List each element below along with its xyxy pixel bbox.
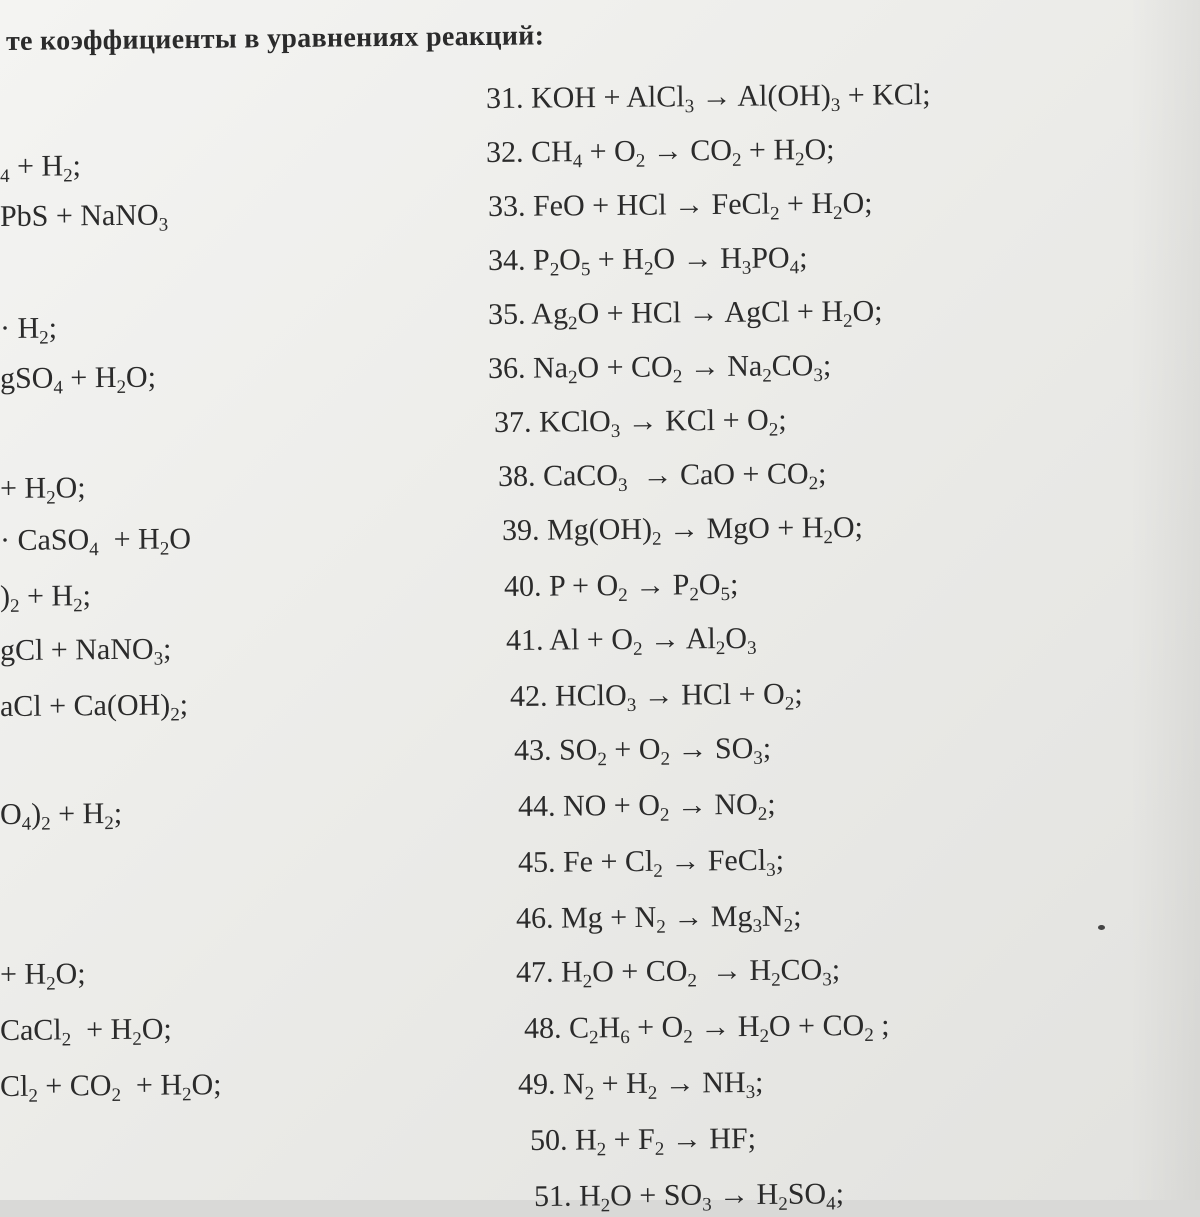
reaction-34: 34. $P_2O_5 + H_2O \to H_3PO_4$; <box>487 241 808 281</box>
reaction-38: 38. CaCO$_3$ → CaO + $CO_2$; <box>497 457 827 496</box>
left-fragment: $Cl_2 + CO_2 + H_2O$; <box>0 1068 222 1107</box>
reaction-46: 46. $Mg + N_2 \to Mg_3N_2$; <box>515 899 802 938</box>
left-fragment: + $H_2O$; <box>0 471 86 509</box>
reaction-37: 37. KClO$_3$ → KCl + $O_2$; <box>493 403 787 442</box>
reaction-33: 33. FeO + HCl → FeCl$_2$ + $H_2O$; <box>487 186 873 225</box>
left-fragment: CaCl$_2$ + $H_2O$; <box>0 1012 172 1051</box>
reaction-44: 44. NO + $O_2 \to NO_2$; <box>517 787 776 826</box>
reaction-43: 43. $SO_2 + O_2 \to SO_3$; <box>513 731 772 771</box>
left-fragment: )$_2 + H_2$; <box>0 579 92 617</box>
left-fragment: gCl + NaNO$_3$; <box>0 632 172 670</box>
page-heading: те коэффициенты в уравнениях реакций: <box>5 20 545 57</box>
reaction-41: 41. $Al + O_2 \to Al_2O_3$ <box>505 621 757 660</box>
left-fragment: $gSO_4 + H_2O$; <box>0 360 157 399</box>
reaction-50: 50. $H_2 + F_2$ → HF; <box>529 1122 757 1161</box>
left-fragment: $O_4)_2 + H_2$; <box>0 796 123 835</box>
reaction-40: 40. $P + O_2 \to P_2O_5$; <box>503 567 739 607</box>
reaction-36: 36. $Na_2O + CO_2 \to Na_2CO_3$; <box>487 349 832 389</box>
reaction-31: 31. KOH + AlCl$_3$ → $Al(OH)_3$ + KCl; <box>485 78 931 118</box>
left-fragment: PbS + NaNO$_3$ <box>0 198 169 236</box>
left-fragment: · $H_2$; <box>0 311 58 349</box>
reaction-48: 48. $C_2H_6 + O_2 \to H_2O + CO_2$ ; <box>523 1008 890 1049</box>
reaction-45: 45. $Fe + Cl_2$ → FeCl$_3$; <box>517 843 785 882</box>
reaction-47: 47. $H_2O + CO_2 \to H_2CO_3$; <box>515 953 841 993</box>
reaction-32: 32. $CH_4 + O_2 \to CO_2 + H_2O$; <box>485 132 835 173</box>
paper-speck <box>1098 925 1105 930</box>
reaction-49: 49. $N_2 + H_2 \to NH_3$; <box>517 1065 764 1105</box>
left-fragment: · CaSO$_4$ + $H_2O$ <box>0 522 192 561</box>
reaction-35: 35. $Ag_2O$ + HCl → AgCl + $H_2O$; <box>487 294 883 335</box>
left-fragment: $_4 + H_2$; <box>0 149 82 187</box>
reaction-51: 51. $H_2O + SO_3 \to H_2SO_4$; <box>533 1177 845 1217</box>
page-shadow <box>1130 0 1200 1200</box>
reaction-39: 39. $Mg(OH)_2$ → MgO + $H_2O$; <box>501 510 864 550</box>
left-fragment: + $H_2O$; <box>0 957 86 995</box>
reaction-42: 42. HClO$_3$ → HCl + $O_2$; <box>509 677 803 716</box>
left-fragment: aCl + $Ca(OH)_2$; <box>0 688 189 726</box>
